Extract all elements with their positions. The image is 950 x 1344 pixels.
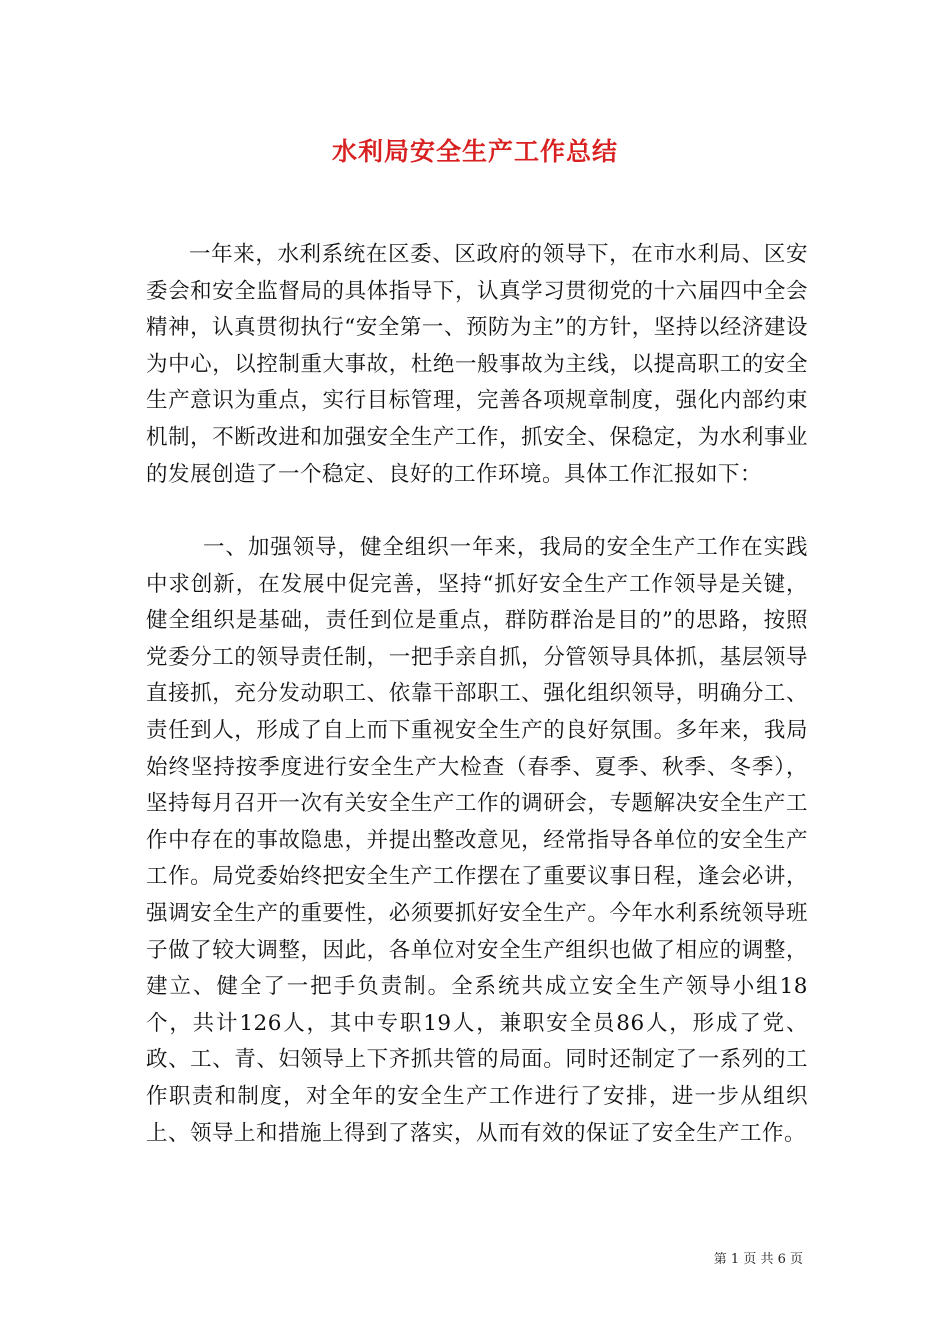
page-number: 第 1 页 共 6 页 [713,1252,803,1267]
document-title: 水利局安全生产工作总结 [331,137,618,166]
paragraph-intro: 一年来，水利系统在区委、区政府的领导下，在市水利局、区安委会和安全监督局的具体指导下，认真学习贯彻党的十六届四中全会精神，认真贯彻执行“安全第一、预防为主”的方针，坚持以经济建设为中心，以控制重大事故，杜绝一般事故为主线，以提高职工的安全生产意识为重点，实行目标管理，完善各项规章制度，强化内部约束机制，不断改进和加强安全生产工作，抓安全、保稳定，为水利事业的发展创造了一个稳定、良好的工作环境。具体工作汇报如下： [146,242,808,487]
paragraph-section-1: 一、加强领导，健全组织一年来，我局的安全生产工作在实践中求创新，在发展中促完善，坚持“抓好安全生产工作领导是关键，健全组织是基础，责任到位是重点，群防群治是目的”的思路，按照党委分工的领导责任制，一把手亲自抓，分管领导具体抓，基层领导直接抓，充分发动职工、依靠干部职工、强化组织领导，明确分工、责任到人，形成了自上而下重视安全生产的良好氛围。多年来，我局始终坚持按季度进行安全生产大检查（春季、夏季、秋季、冬季），坚持每月召开一次有关安全生产工作的调研会，专题解决安全生产工作中存在的事故隐患，并提出整改意见，经常指导各单位的安全生产工作。局党委始终把安全生产工作摆在了重要议事日程，逢会必讲，强调安全生产的重要性，必须要抓好安全生产。今年水利系统领导班子做了较大调整，因此，各单位对安全生产组织也做了相应的调整，建立、健全了一把手负责制。全系统共成立安全生产领导小组18个，共计126人，其中专职19人，兼职安全员86人，形成了党、政、工、青、妇领导上下齐抓共管的局面。同时还制定了一系列的工作职责和制度，对全年的安全生产工作进行了安排，进一步从组织上、领导上和措施上得到了落实，从而有效的保证了安全生产工作。 [146,535,808,1146]
